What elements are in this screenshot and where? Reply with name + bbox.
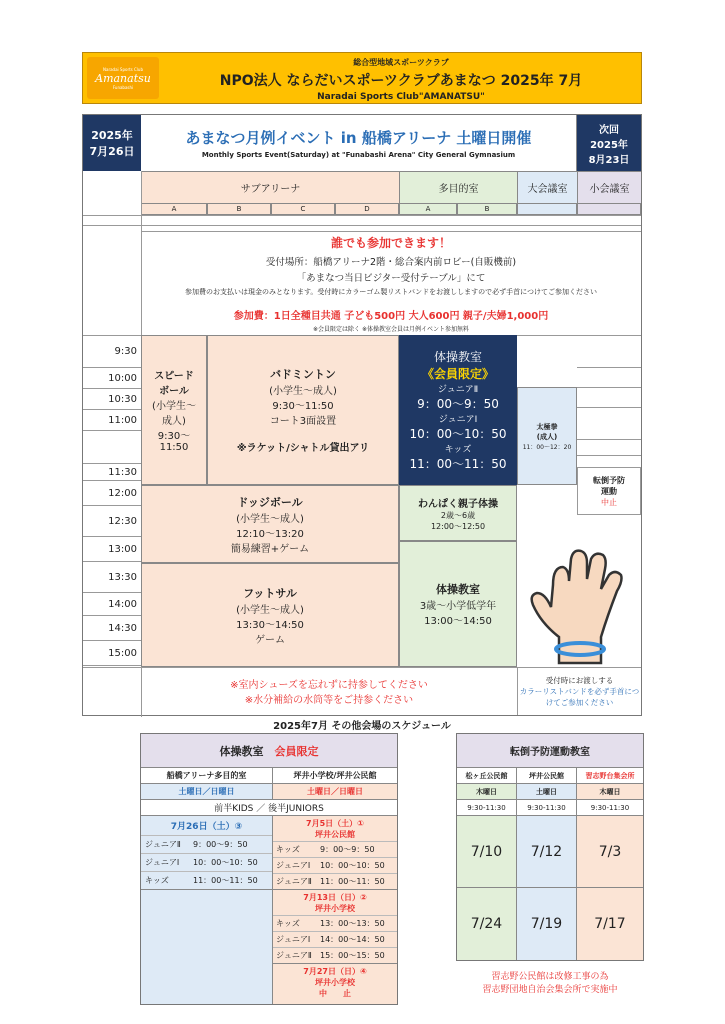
fall-date: 7/12: [517, 816, 577, 888]
header-top: 総合型地域スポーツクラブ: [353, 57, 449, 67]
fall-day-1: 木曜日: [457, 784, 517, 800]
fall-time-3: 9:30-11:30: [577, 800, 643, 816]
fall-venue-1: 松ヶ丘公民館: [457, 768, 517, 784]
schedule-frame: [82, 114, 642, 716]
time-1230: 12:30: [83, 506, 141, 537]
time-column: [83, 335, 141, 666]
hand-wristband-icon: [519, 545, 637, 667]
event-subtitle: Monthly Sports Event(Saturday) at "Funabashi Arena" City General Gymnasium: [201, 151, 516, 159]
venue-big-hall: 大会議室: [517, 171, 577, 203]
event-fall-prev: 転倒予防 運動 中止: [577, 467, 641, 515]
time-blank: [83, 431, 141, 464]
logo-small: Naradai Sports Club: [103, 66, 143, 72]
event-badminton: バドミントン (小学生～成人) 9:30～11:50 コート3面設置 ※ラケット/シャトル貸出アリ: [207, 335, 399, 485]
time-1000: 10:00: [83, 368, 141, 389]
fall-date: 7/10: [457, 816, 517, 888]
gym-days2: 土曜日／日曜日: [273, 784, 397, 800]
fall-time-2: 9:30-11:30: [517, 800, 577, 816]
fall-date: 7/3: [577, 816, 643, 888]
event-futsal: フットサル (小学生～成人) 13:30～14:50 ゲーム: [141, 563, 399, 667]
next-date: 次回 2025年 8月23日: [577, 115, 641, 171]
fee-text: 参加費：1日全種目共通 子ども500円 大人600円 親子/夫婦1,000円: [233, 311, 549, 322]
gym-table-title: 体操教室: [219, 744, 264, 758]
court-multi-a: A: [399, 203, 457, 215]
fall-venue-2: 坪井公民館: [517, 768, 577, 784]
anyone-text: 誰でも参加できます！: [330, 236, 451, 250]
other-schedule-title: 2025年7月 その他会場のスケジュール: [273, 720, 451, 732]
time-1200: 12:00: [83, 481, 141, 506]
payment-text: 参加費のお支払いは現金のみとなります。受付時にカラーゴム製リストバンドをお渡ししますので必ず手首につけてご参加ください: [184, 288, 598, 296]
event-taichi: 太極拳 (成人) 11：00～12：20: [517, 387, 577, 485]
fall-time-1: 9:30-11:30: [457, 800, 517, 816]
event-gym-member: 体操教室 《会員限定》 ジュニアⅡ 9：00～9：50 ジュニアⅠ 10：00～10：50 キッズ 11：00～11：50: [399, 335, 517, 485]
place-text: 受付場所：船橋アリーナ2階・総合案内前ロビー(自販機前): [265, 257, 517, 268]
venue-sub-arena: サブアリーナ: [141, 171, 399, 203]
gym-left: 7月26日（土）③ ジュニアⅡ 9：00～9：50 ジュニアⅠ 10：00～10：50 キッズ 11：00～11：50: [141, 816, 273, 1004]
time-1500: 15:00: [83, 641, 141, 666]
footer-notes: ※室内シューズを忘れずに持参してください ※水分補給の水筒等をご持参ください: [230, 680, 428, 706]
info-block: [141, 231, 641, 335]
event-speed-ball: スピード ボール (小学生～ 成人) 9:30～ 11:50: [141, 335, 207, 485]
logo-text: Amanatsu: [95, 71, 151, 85]
gym-right: 7月5日（土）① 坪井公民館 キッズ 9：00～9：50 ジュニアⅠ 10：00～10：50 ジュニアⅡ 11：00～11：50 7月13日（日）② 坪井小学校 キッズ 13：00～13：50 ジュニアⅠ 14：00～14：50 ジュニアⅡ 15：00～15：50 7月27日（日）④ 坪井小学校 中 止: [273, 816, 397, 1004]
gym-col2: 坪井小学校/坪井公民館: [273, 768, 397, 784]
header-banner: [82, 52, 642, 104]
page-title: NPO法人 ならだいスポーツクラブあまなつ 2025年 7月: [219, 72, 583, 89]
time-0930: 9:30: [83, 335, 141, 368]
event-dodgeball: ドッジボール (小学生～成人) 12:10～13:20 簡易練習+ゲーム: [141, 485, 399, 563]
venue-multi: 多目的室: [399, 171, 517, 203]
fall-table: [456, 733, 644, 961]
time-1430: 14:30: [83, 616, 141, 641]
gym-table-member: 会員限定: [274, 744, 319, 758]
fall-venue-3: 習志野台集会所: [577, 768, 643, 784]
fall-day-3: 木曜日: [577, 784, 643, 800]
fall-date: 7/24: [457, 888, 517, 960]
header-sub: Naradai Sports Club"AMANATSU": [317, 91, 485, 102]
wristband-note: 受付時にお渡しする カラーリストバンドを必ず手首につ けてご参加ください: [517, 667, 641, 715]
court-multi-b: B: [457, 203, 517, 215]
court-b: B: [207, 203, 271, 215]
event-wanpaku: わんぱく親子体操 2歳～6歳 12:00～12:50: [399, 485, 517, 541]
time-1400: 14:00: [83, 593, 141, 616]
gym-left-date: 7月26日（土）③: [141, 816, 272, 836]
time-1330: 13:30: [83, 562, 141, 593]
event-date: 2025年 7月26日: [83, 115, 141, 171]
gym-table: [140, 733, 398, 1005]
court-d: D: [335, 203, 399, 215]
court-a: A: [141, 203, 207, 215]
time-1030: 10:30: [83, 389, 141, 410]
gym-days1: 土曜日／日曜日: [141, 784, 273, 800]
gym-kids-row: 前半KIDS ／ 後半JUNIORS: [141, 800, 397, 816]
note-text: ※会員限定は除く ※体操教室会員は月例イベント参加無料: [313, 326, 469, 333]
fall-day-2: 土曜日: [517, 784, 577, 800]
logo: [87, 57, 159, 99]
venue-small-hall: 小会議室: [577, 171, 641, 203]
event-title: あまなつ月例イベント in 船橋アリーナ 土曜日開催: [185, 129, 532, 147]
time-1300: 13:00: [83, 537, 141, 562]
gym-col1: 船橋アリーナ多目的室: [141, 768, 273, 784]
court-c: C: [271, 203, 335, 215]
logo-bottom: Funabashi: [112, 84, 134, 90]
time-1100: 11:00: [83, 410, 141, 431]
fall-notes: 習志野公民館は改修工事の為 習志野団地自治会集会所で実施中: [482, 972, 618, 995]
fall-date: 7/17: [577, 888, 643, 960]
table-text: 「あまなつ当日ビジター受付テーブル」にて: [296, 273, 486, 284]
event-gym-class: 体操教室 3歳～小学低学年 13:00～14:50: [399, 541, 517, 667]
fall-date: 7/19: [517, 888, 577, 960]
time-1130: 11:30: [83, 464, 141, 481]
fall-table-title: 転倒予防運動教室: [457, 734, 643, 768]
